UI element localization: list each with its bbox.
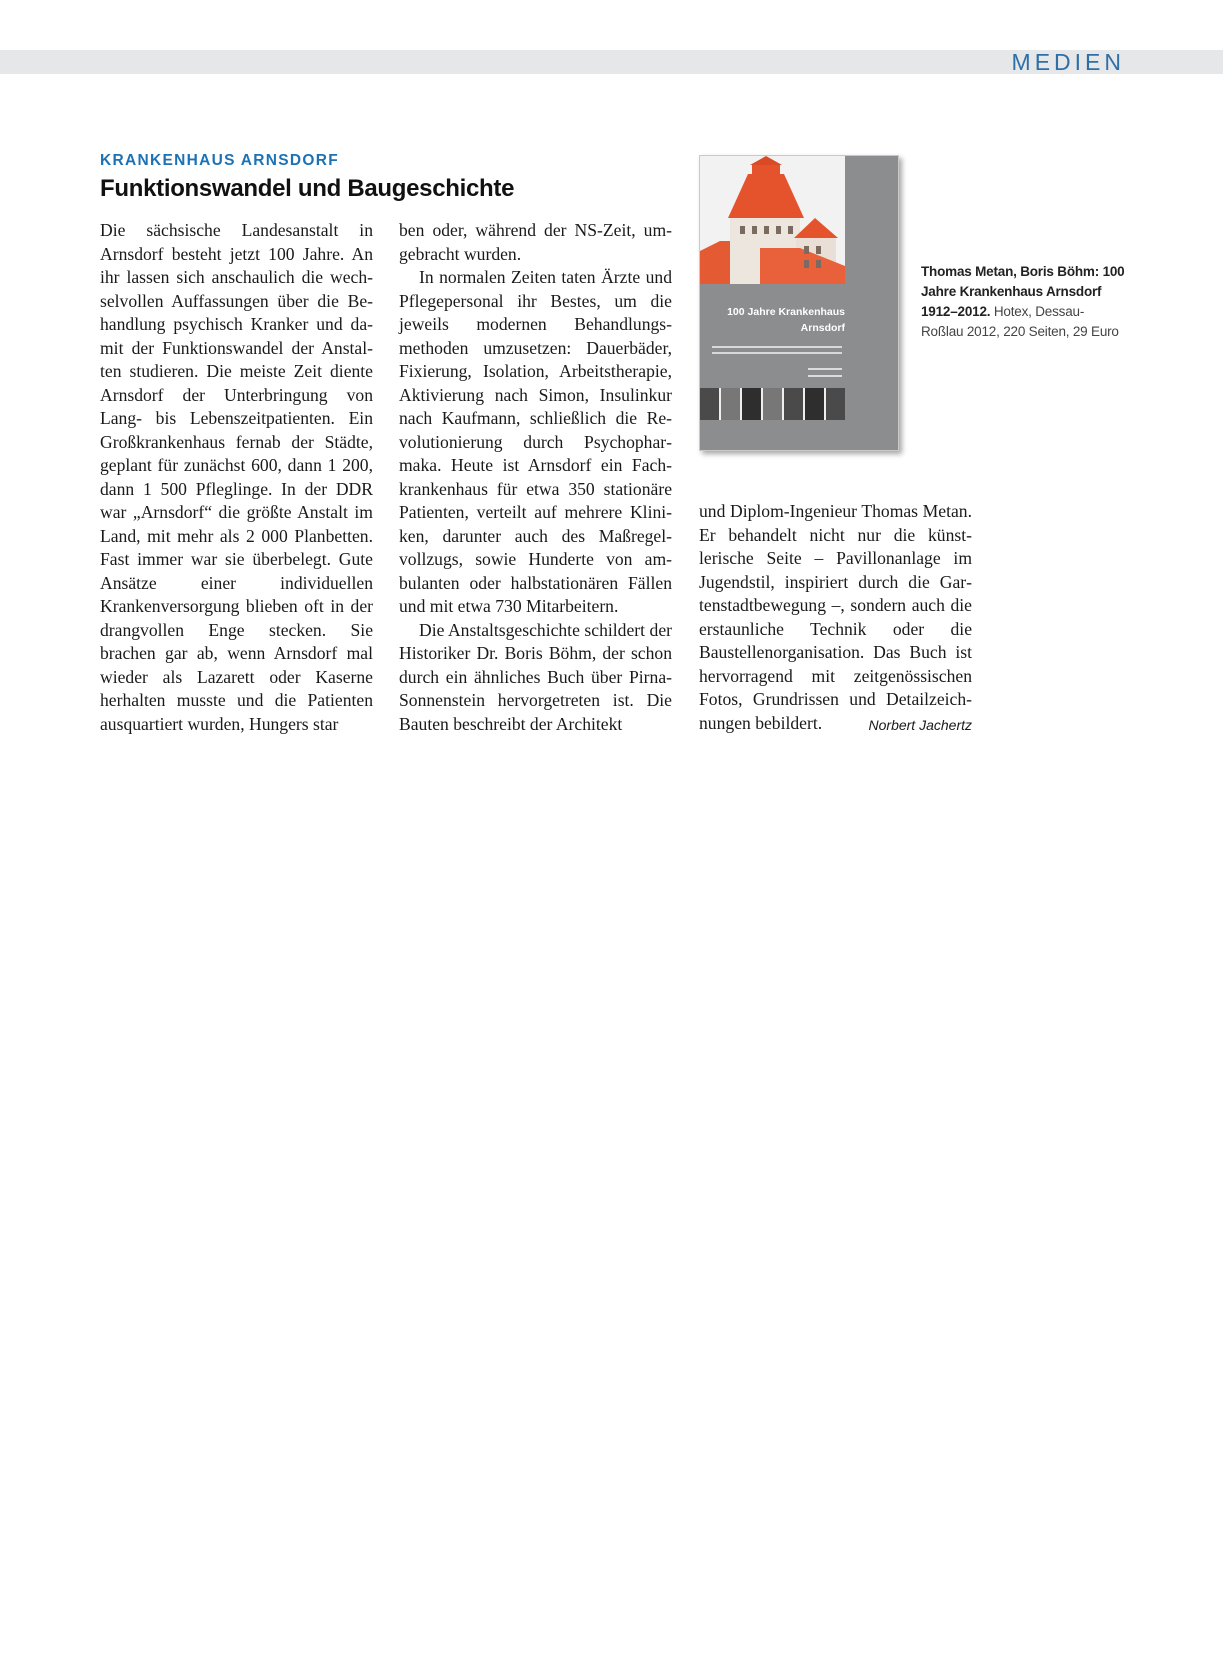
article-column-2	[399, 219, 672, 736]
cover-title	[700, 304, 845, 336]
paragraph: In normalen Zeiten taten Ärzte und Pflegepersonal ihr Bestes, um die jeweils modernen Behandlungsmethoden umzusetzen: Dauerbäder, Fixierung, Isolation, Arbeitstherapie, Aktivierung nach Simon, Insulinkur nach Kaufmann, schließlich die Revolutionierung durch Psychopharmaka. Heute ist Arnsdorf ein Fachkrankenhaus für etwa 350 stationäre Patienten, verteilt auf mehrere Kliniken, darunter auch des Maßregelvollzugs, sowie Hunderte von ambulanten oder halbstationären Fällen und mit etwa 730 Mitarbeitern.	[399, 267, 672, 616]
paragraph: ben oder, während der NS-Zeit, umgebracht wurden.	[399, 220, 672, 264]
author-signature: Norbert Jachertz	[868, 716, 972, 733]
cover-author-lines	[808, 368, 842, 382]
caption-bold: Thomas Metan, Boris Böhm: 100 Jahre Krankenhaus Arnsdorf 1912–2012.	[921, 264, 1125, 319]
paragraph: Die sächsische Landesanstalt in Arnsdorf besteht jetzt 100 Jahre. An ihr lassen sich anschaulich die wechselvollen Auffassungen über die Behandlung psychisch Kranker und damit der Funktionswandel der Anstalten studieren. Die meiste Zeit diente Arnsdorf der Unterbringung von Lang- bis Lebenszeitpatienten. Ein Großkrankenhaus fernab der Städte, geplant für zunächst 600, dann 1 200, dann 1 500 Pfleglinge. In der DDR war „Arnsdorf“ die größte Anstalt im Land, mit mehr als 2 000 Planbetten. Fast immer war sie überbelegt. Gute Ansätze einer individuellen Krankenversorgung blieben oft in der drangvollen Enge stecken. Sie brachen gar ab, wenn Arnsdorf mal wieder als Lazarett oder Kaserne herhalten musste und die Patienten ausquartiert wurden, Hungers star	[100, 220, 373, 734]
article-kicker: KRANKENHAUS ARNSDORF	[100, 152, 339, 169]
book-cover-image	[699, 155, 899, 451]
cover-subtitle-lines	[712, 346, 842, 358]
paragraph	[699, 500, 972, 735]
section-label: MEDIEN	[1011, 49, 1125, 75]
cover-photo-strip	[700, 388, 845, 420]
caption-regular: Hotex, Dessau-Roßlau 2012, 220 Seiten, 29 Euro	[921, 304, 1119, 339]
paragraph: Die Anstaltsgeschichte schildert der Historiker Dr. Boris Böhm, der schon durch ein ähnliches Buch über Pirna-Sonnenstein hervorgetreten ist. Die Bauten beschreibt der Architekt	[399, 619, 672, 734]
cover-title-line: Arnsdorf	[800, 322, 845, 334]
paragraph-text: und Diplom-Ingenieur Thomas Metan. Er behandelt nicht nur die künstlerische Seite – Pavillonanlage im Jugendstil, inspiriert durch die Gartenstadtbewegung –, sondern auch die erstaunliche Technik oder die Baustellenorganisation. Das Buch ist hervorragend mit zeitgenössischen Fotos, Grundrissen und Detailzeichnungen bebildert.	[699, 501, 972, 733]
article-title: Funktionswandel und Baugeschichte	[100, 175, 515, 202]
cover-building-photo	[700, 156, 845, 284]
cover-title-line: 100 Jahre Krankenhaus	[727, 306, 845, 318]
article-column-3	[699, 500, 972, 737]
article-column-1	[100, 219, 373, 736]
book-caption	[921, 262, 1126, 342]
